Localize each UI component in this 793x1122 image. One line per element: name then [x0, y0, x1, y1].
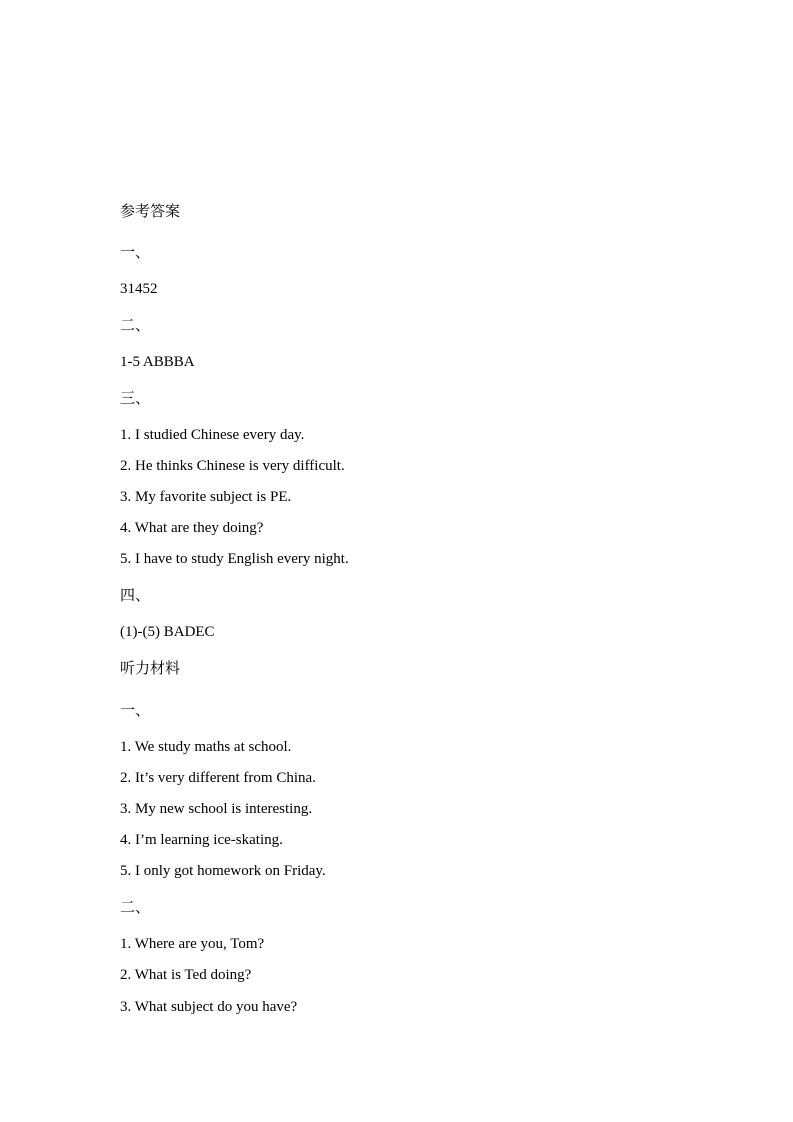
section-label-4: 四、 — [120, 586, 151, 604]
listening-heading: 听力材料 — [120, 659, 181, 677]
section-3-answer: 2. He thinks Chinese is very difficult. — [120, 458, 345, 474]
listening-item: 2. It’s very different from China. — [120, 770, 316, 786]
listening-section-label-2: 二、 — [120, 898, 151, 916]
section-label-3: 三、 — [120, 389, 151, 407]
section-label-2: 二、 — [120, 316, 151, 334]
listening-item: 4. I’m learning ice-skating. — [120, 832, 283, 848]
section-label-1: 一、 — [120, 243, 151, 261]
section-3-answer: 5. I have to study English every night. — [120, 551, 349, 567]
section-2-answer: 1-5 ABBBA — [120, 354, 195, 370]
section-1-answer: 31452 — [120, 281, 158, 297]
listening-item: 5. I only got homework on Friday. — [120, 863, 326, 879]
listening-item: 3. My new school is interesting. — [120, 801, 313, 817]
listening-item: 3. What subject do you have? — [120, 999, 298, 1015]
listening-item: 2. What is Ted doing? — [120, 967, 252, 983]
listening-section-label-1: 一、 — [120, 701, 151, 719]
section-4-answer: (1)-(5) BADEC — [120, 624, 215, 640]
listening-item: 1. Where are you, Tom? — [120, 936, 265, 952]
section-3-answer: 3. My favorite subject is PE. — [120, 489, 292, 505]
section-3-answer: 1. I studied Chinese every day. — [120, 427, 305, 443]
answer-key-heading: 参考答案 — [120, 202, 181, 220]
section-3-answer: 4. What are they doing? — [120, 520, 264, 536]
listening-item: 1. We study maths at school. — [120, 739, 292, 755]
